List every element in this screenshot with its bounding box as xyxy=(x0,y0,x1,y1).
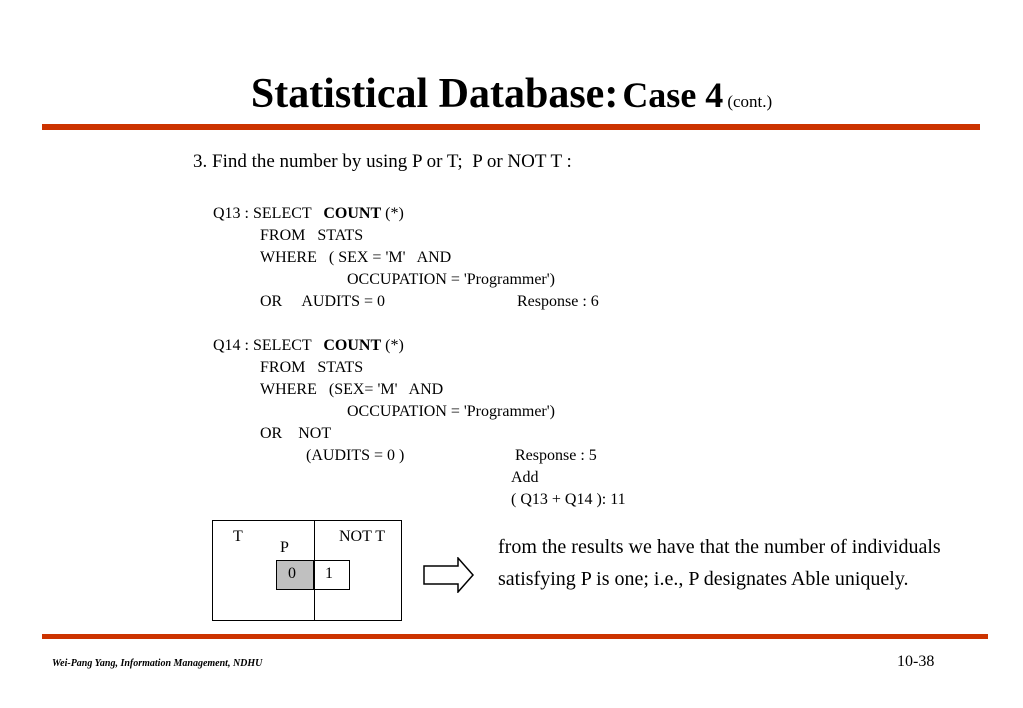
footer-rule xyxy=(42,634,988,639)
page-number: 10-38 xyxy=(897,653,935,670)
q13-select-text: Q13 : SELECT xyxy=(213,205,324,222)
slide-title xyxy=(0,70,1023,118)
p-label: P xyxy=(280,539,289,556)
q13-star: (*) xyxy=(381,205,404,222)
q14-star: (*) xyxy=(381,337,404,354)
t-label: T xyxy=(233,528,243,545)
q14-from-line: FROM STATS xyxy=(260,359,364,376)
title-main: Statistical Database: xyxy=(250,71,619,117)
section-heading: 3. Find the number by using P or T; P or NOT T : xyxy=(193,151,572,172)
sum-label: ( Q13 + Q14 ): 11 xyxy=(511,491,626,508)
p-value: 0 xyxy=(288,565,296,582)
q14-audits-line: (AUDITS = 0 ) xyxy=(306,447,405,464)
footer-author: Wei-Pang Yang, Information Management, NDHU xyxy=(52,658,263,669)
q14-where-line: WHERE (SEX= 'M' AND xyxy=(260,381,444,398)
right-arrow-icon xyxy=(423,557,475,593)
title-rule xyxy=(42,124,980,130)
q13-occupation-line: OCCUPATION = 'Programmer') xyxy=(347,271,555,288)
title-case: Case 4 xyxy=(622,75,724,115)
not-t-label: NOT T xyxy=(339,528,386,545)
q13-from-line: FROM STATS xyxy=(260,227,364,244)
q14-select-text: Q14 : SELECT xyxy=(213,337,324,354)
q14-response: Response : 5 xyxy=(515,447,597,464)
q13-count-keyword: COUNT xyxy=(323,205,382,222)
conclusion-text: from the results we have that the number of individuals satisfying P is one; i.e., P designates Able uniquely. xyxy=(498,536,941,590)
q13-response: Response : 6 xyxy=(517,293,599,310)
q13-select-line xyxy=(213,205,404,223)
add-label: Add xyxy=(511,469,539,486)
q14-or-line: OR NOT xyxy=(260,425,332,442)
not-p-value: 1 xyxy=(325,565,333,582)
title-cont: (cont.) xyxy=(727,92,773,111)
q14-count-keyword: COUNT xyxy=(323,337,382,354)
q14-occupation-line: OCCUPATION = 'Programmer') xyxy=(347,403,555,420)
q13-or-line: OR AUDITS = 0 xyxy=(260,293,386,310)
q13-where-line: WHERE ( SEX = 'M' AND xyxy=(260,249,452,266)
q14-select-line xyxy=(213,337,404,355)
